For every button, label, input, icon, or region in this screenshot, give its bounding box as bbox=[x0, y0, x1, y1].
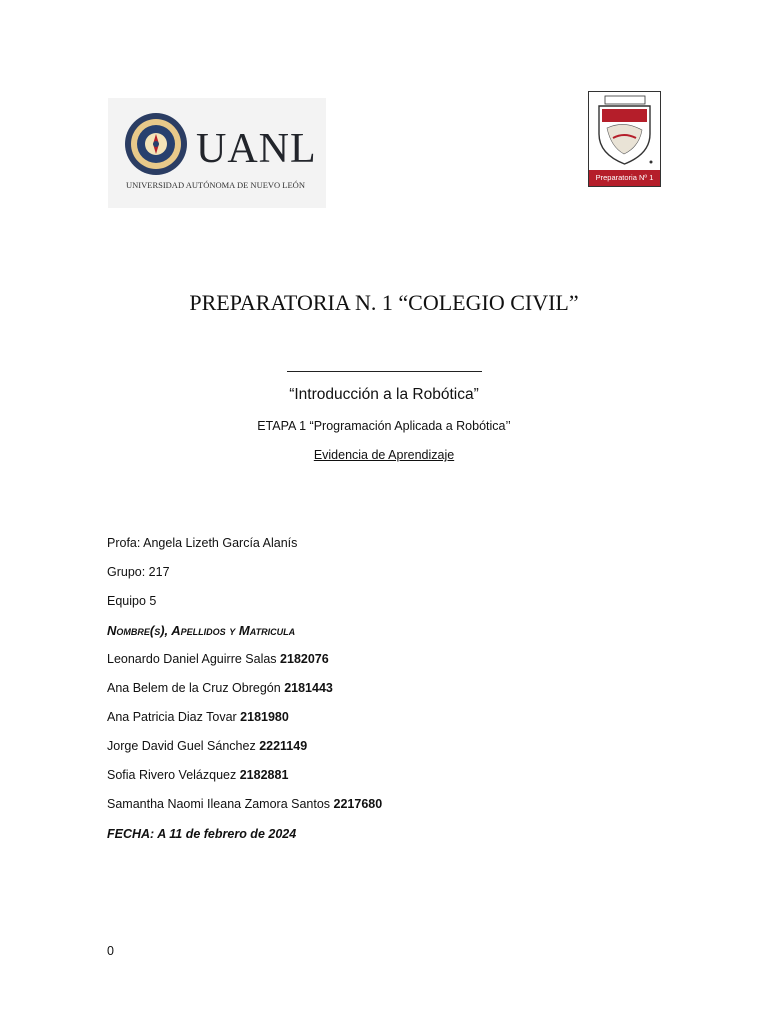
member-name: Samantha Naomi Ileana Zamora Santos bbox=[107, 797, 331, 811]
uanl-seal-icon bbox=[124, 112, 188, 176]
page-number: 0 bbox=[107, 944, 114, 958]
date-line: FECHA: A 11 de febrero de 2024 bbox=[107, 827, 297, 841]
member-id: 2182076 bbox=[280, 652, 329, 666]
member-name: Sofia Rivero Velázquez bbox=[107, 768, 237, 782]
member-name: Jorge David Guel Sánchez bbox=[107, 739, 256, 753]
evidence-title: Evidencia de Aprendizaje bbox=[313, 448, 455, 462]
member-row bbox=[107, 768, 288, 782]
members-header: Nombre(s), Apellidos y Matricula bbox=[107, 623, 296, 638]
course-title: “Introducción a la Robótica” bbox=[289, 386, 479, 403]
member-name: Ana Belem de la Cruz Obregón bbox=[107, 681, 281, 695]
prepa-caption: Preparatoria Nº 1 bbox=[589, 170, 660, 186]
team-line: Equipo 5 bbox=[107, 594, 157, 608]
group-line: Grupo: 217 bbox=[107, 565, 170, 579]
member-name: Leonardo Daniel Aguirre Salas bbox=[107, 652, 277, 666]
member-id: 2217680 bbox=[333, 797, 383, 811]
member-id: 2181443 bbox=[284, 681, 333, 695]
uanl-logo bbox=[108, 98, 326, 208]
stage-title: ETAPA 1 “Programación Aplicada a Robótica’’ bbox=[257, 419, 511, 433]
shield-icon bbox=[589, 92, 660, 170]
member-row bbox=[107, 739, 307, 753]
member-row bbox=[107, 710, 289, 724]
member-row bbox=[107, 652, 329, 666]
uanl-subtitle: UNIVERSIDAD AUTÓNOMA DE NUEVO LEÓN bbox=[126, 180, 305, 190]
member-id: 2181980 bbox=[240, 710, 289, 724]
member-row bbox=[107, 797, 382, 811]
teacher-line: Profa: Angela Lizeth García Alanís bbox=[107, 536, 298, 550]
uanl-wordmark: UANL bbox=[196, 126, 317, 172]
member-id: 2221149 bbox=[259, 739, 308, 753]
member-id: 2182881 bbox=[239, 768, 289, 782]
member-row bbox=[107, 681, 333, 695]
prepa-logo bbox=[588, 91, 661, 187]
member-name: Ana Patricia Diaz Tovar bbox=[107, 710, 237, 724]
divider-line bbox=[287, 371, 482, 372]
document-title: PREPARATORIA N. 1 “COLEGIO CIVIL” bbox=[189, 290, 579, 315]
